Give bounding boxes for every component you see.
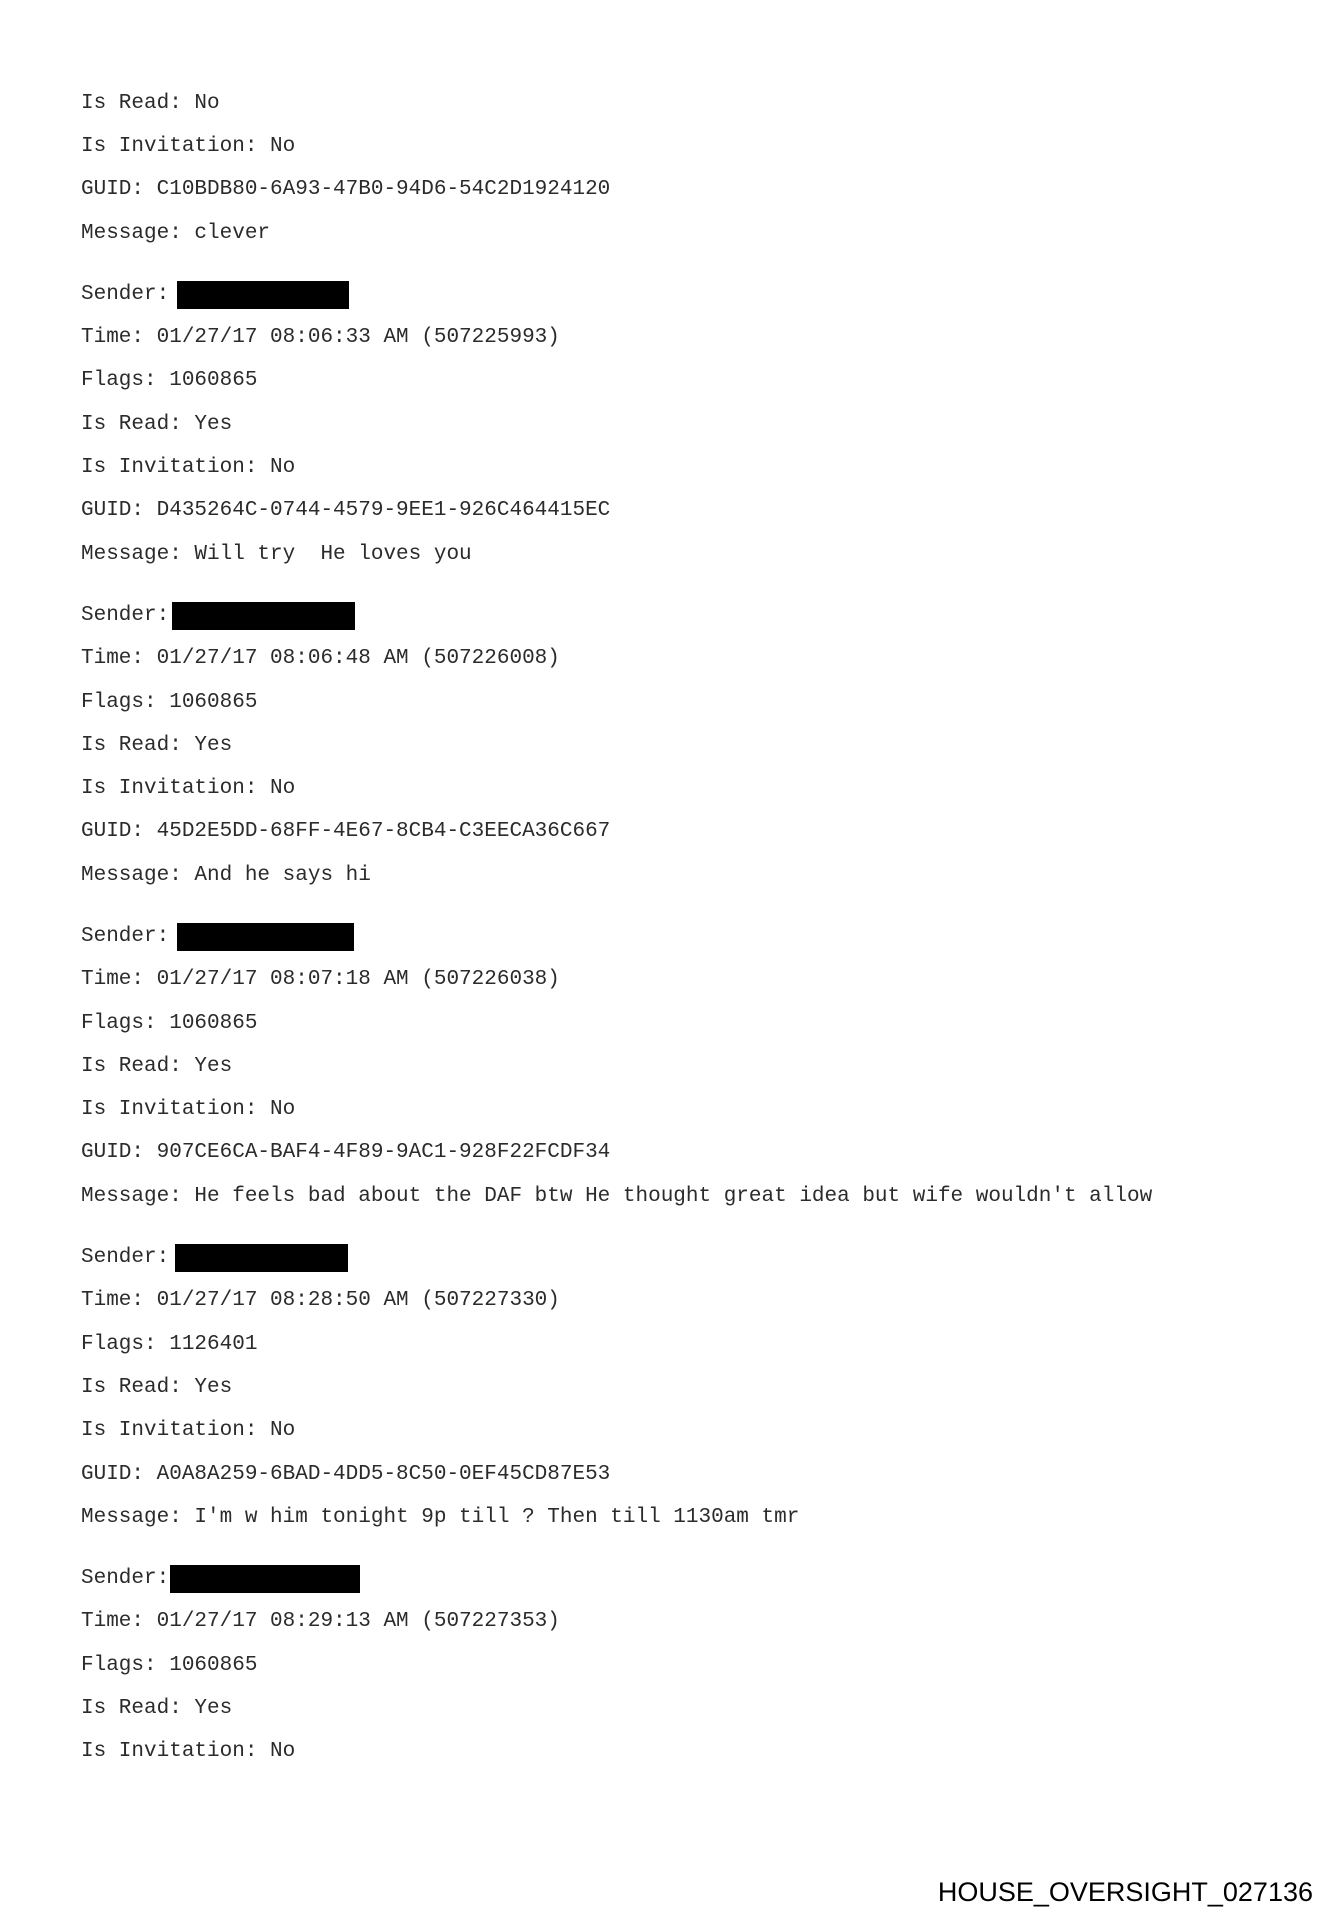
sender-redaction: [172, 602, 355, 630]
is-invitation-line: Is Invitation: No: [81, 1419, 296, 1443]
sender-label: Sender:: [81, 1246, 170, 1270]
bates-number: HOUSE_OVERSIGHT_027136: [937, 1877, 1313, 1907]
message-line: Message: He feels bad about the DAF btw He thought great idea but wife wouldn't allow: [81, 1184, 1153, 1208]
is-read-line: Is Read: No: [81, 91, 220, 115]
sender-line: [81, 915, 1281, 958]
is-read-line: Is Read: Yes: [81, 733, 233, 757]
time-line: Time: 01/27/17 08:06:33 AM (507225993): [81, 326, 560, 350]
flags-line: Flags: 1060865: [81, 690, 258, 714]
record-separator: [81, 1540, 1281, 1558]
sender-redaction: [177, 923, 354, 951]
sender-redaction: [177, 281, 349, 309]
time-line: Time: 01/27/17 08:07:18 AM (507226038): [81, 968, 560, 992]
message-line: Message: Will try He loves you: [81, 542, 472, 566]
sender-line: [81, 1558, 1281, 1601]
message-line: Message: I'm w him tonight 9p till ? Then till 1130am tmr: [81, 1505, 800, 1529]
guid-line: GUID: A0A8A259-6BAD-4DD5-8C50-0EF45CD87E53: [81, 1462, 611, 1486]
record-separator: [81, 255, 1281, 273]
sender-label: Sender:: [81, 282, 170, 306]
is-read-line: Is Read: Yes: [81, 1054, 233, 1078]
time-line: Time: 01/27/17 08:06:48 AM (507226008): [81, 647, 560, 671]
is-invitation-line: Is Invitation: No: [81, 1098, 296, 1122]
record-separator: [81, 897, 1281, 915]
is-invitation-line: Is Invitation: No: [81, 456, 296, 480]
sender-redaction: [175, 1244, 348, 1272]
message-line: Message: clever: [81, 221, 271, 245]
guid-line: GUID: D435264C-0744-4579-9EE1-926C464415EC: [81, 499, 611, 523]
is-read-line: Is Read: Yes: [81, 412, 233, 436]
time-line: Time: 01/27/17 08:29:13 AM (507227353): [81, 1610, 560, 1634]
sender-line: [81, 1236, 1281, 1279]
sender-label: Sender:: [81, 603, 170, 627]
guid-line: GUID: C10BDB80-6A93-47B0-94D6-54C2D1924120: [81, 178, 611, 202]
flags-line: Flags: 1060865: [81, 1653, 258, 1677]
record-separator: [81, 576, 1281, 594]
sender-redaction: [170, 1565, 360, 1593]
message-line: Message: And he says hi: [81, 863, 371, 887]
is-invitation-line: Is Invitation: No: [81, 777, 296, 801]
is-invitation-line: Is Invitation: No: [81, 134, 296, 158]
is-invitation-line: Is Invitation: No: [81, 1740, 296, 1764]
flags-line: Flags: 1060865: [81, 1011, 258, 1035]
message-log: [81, 82, 1281, 1774]
sender-line: [81, 594, 1281, 637]
flags-line: Flags: 1126401: [81, 1332, 258, 1356]
sender-label: Sender:: [81, 924, 170, 948]
sender-line: [81, 273, 1281, 316]
guid-line: GUID: 907CE6CA-BAF4-4F89-9AC1-928F22FCDF34: [81, 1141, 611, 1165]
flags-line: Flags: 1060865: [81, 369, 258, 393]
sender-label: Sender:: [81, 1567, 170, 1591]
record-separator: [81, 1218, 1281, 1236]
is-read-line: Is Read: Yes: [81, 1375, 233, 1399]
is-read-line: Is Read: Yes: [81, 1697, 233, 1721]
guid-line: GUID: 45D2E5DD-68FF-4E67-8CB4-C3EECA36C667: [81, 820, 611, 844]
time-line: Time: 01/27/17 08:28:50 AM (507227330): [81, 1289, 560, 1313]
